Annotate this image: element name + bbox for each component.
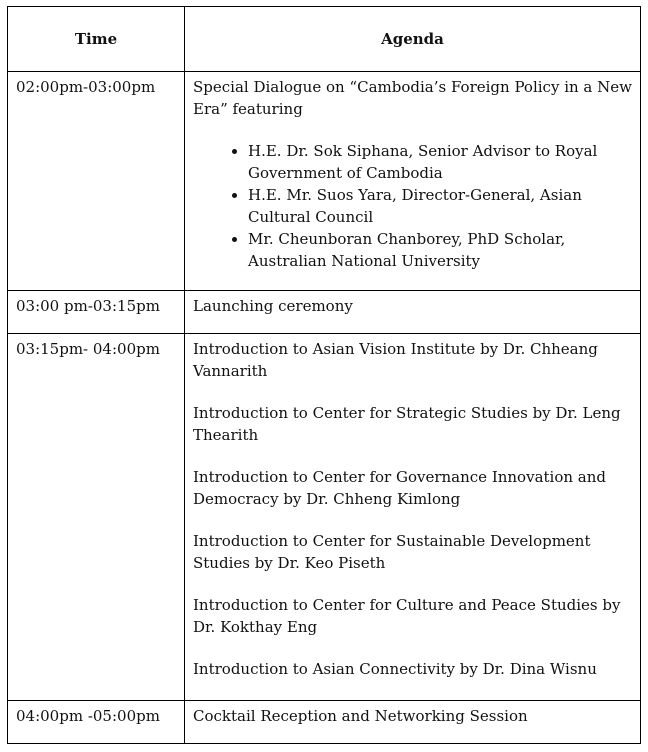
table-row	[8, 334, 641, 701]
agenda-header: Agenda	[185, 7, 641, 72]
agenda-item: Introduction to Asian Connectivity by Dr. Dina Wisnu	[193, 660, 597, 678]
agenda-cell	[185, 72, 641, 291]
table-row	[8, 701, 641, 744]
speaker-item: • H.E. Dr. Sok Siphana, Senior Advisor to Royal Government of Cambodia	[248, 140, 632, 184]
time-cell: 02:00pm-03:00pm	[8, 72, 185, 291]
agenda-cell	[185, 334, 641, 701]
speaker-item: • Mr. Cheunboran Chanborey, PhD Scholar, Australian National University	[248, 228, 632, 272]
agenda-cell	[185, 291, 641, 334]
speaker-list	[193, 140, 632, 272]
agenda-item: Launching ceremony	[193, 297, 353, 315]
agenda-item: Cocktail Reception and Networking Session	[193, 707, 528, 725]
time-cell: 03:00 pm-03:15pm	[8, 291, 185, 334]
table-row	[8, 291, 641, 334]
table-row	[8, 72, 641, 291]
agenda-cell	[185, 701, 641, 744]
agenda-item: Introduction to Center for Culture and Peace Studies by Dr. Kokthay Eng	[193, 596, 621, 636]
speaker-item: • H.E. Mr. Suos Yara, Director-General, Asian Cultural Council	[248, 184, 632, 228]
agenda-item: Introduction to Center for Strategic Studies by Dr. Leng Thearith	[193, 404, 621, 444]
time-cell: 03:15pm- 04:00pm	[8, 334, 185, 701]
dialogue-title: Special Dialogue on “Cambodia’s Foreign Policy in a New Era” featuring	[193, 78, 632, 118]
agenda-item: Introduction to Asian Vision Institute by Dr. Chheang Vannarith	[193, 340, 598, 380]
agenda-table	[7, 6, 641, 744]
agenda-item: Introduction to Center for Sustainable Development Studies by Dr. Keo Piseth	[193, 532, 591, 572]
time-cell: 04:00pm -05:00pm	[8, 701, 185, 744]
agenda-item: Introduction to Center for Governance Innovation and Democracy by Dr. Chheng Kimlong	[193, 468, 606, 508]
time-header: Time	[8, 7, 185, 72]
header-row	[8, 7, 641, 72]
